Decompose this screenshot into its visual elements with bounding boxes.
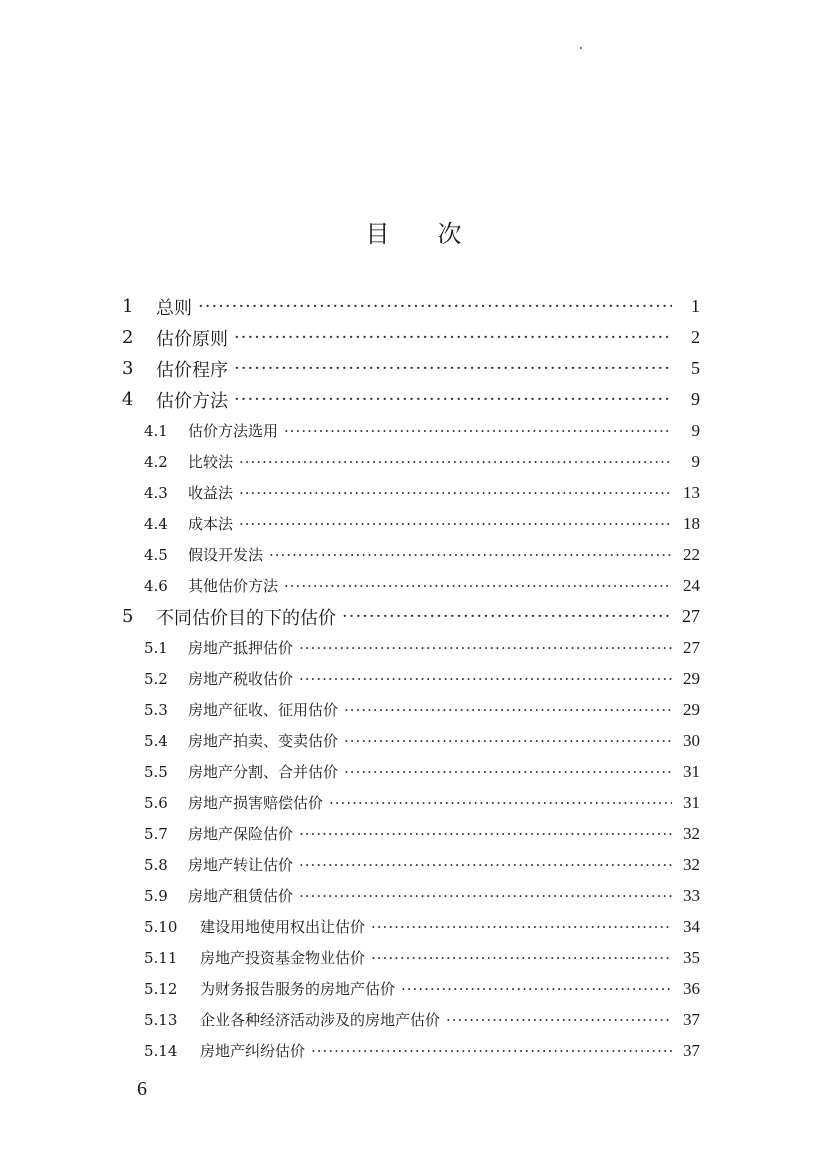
toc-entry-label: 成本法	[188, 515, 234, 533]
toc-entry-label: 企业各种经济活动涉及的房地产估价	[200, 1011, 441, 1029]
toc-entry-page: 13	[683, 482, 700, 502]
toc-entry-page: 22	[683, 544, 700, 564]
toc-entry	[120, 787, 700, 818]
scan-speck	[580, 47, 582, 49]
toc-entry-number: 5.13	[144, 1010, 178, 1029]
toc-entry-label: 为财务报告服务的房地产估价	[200, 980, 396, 998]
dot-leader	[299, 887, 672, 905]
toc-entry	[120, 942, 700, 973]
dot-leader	[329, 794, 672, 812]
toc-entry-label: 建设用地使用权出让估价	[200, 918, 366, 936]
title-char-1: 目	[365, 220, 390, 248]
page-number: 6	[137, 1078, 147, 1100]
toc-entry	[120, 322, 700, 353]
toc-entry-page: 35	[683, 947, 700, 967]
toc-entry	[120, 477, 700, 508]
toc-entry-page: 29	[683, 668, 700, 688]
dot-leader	[344, 732, 672, 750]
toc-entry-page: 18	[683, 513, 700, 533]
toc-entry-label: 房地产税收估价	[188, 670, 294, 688]
toc-entry	[120, 632, 700, 663]
toc-entry-label: 房地产征收、征用估价	[188, 701, 339, 719]
toc-entry	[120, 384, 700, 415]
toc-entry-label: 估价程序	[156, 359, 228, 381]
toc-entry-page: 32	[683, 823, 700, 843]
toc-entry-page: 27	[682, 606, 700, 626]
toc-entry-label: 估价原则	[156, 328, 228, 350]
toc-entry	[120, 756, 700, 787]
toc-entry-page: 9	[691, 451, 700, 471]
toc-entry-label: 不同估价目的下的估价	[156, 607, 336, 629]
dot-leader	[284, 422, 672, 440]
toc-entry-page: 29	[683, 699, 700, 719]
toc-entry-number: 5.7	[144, 824, 168, 843]
toc-entry	[120, 601, 700, 632]
dot-leader	[401, 980, 672, 998]
toc-entry	[120, 1035, 700, 1066]
dot-leader	[284, 577, 672, 595]
toc-entry-page: 37	[683, 1009, 700, 1029]
toc-entry-page: 1	[691, 296, 700, 316]
toc-entry-label: 估价方法	[156, 390, 228, 412]
toc-entry	[120, 663, 700, 694]
toc-entry-label: 总则	[156, 297, 192, 319]
toc-entry-label: 房地产转让估价	[188, 856, 294, 874]
toc-entry-number: 5	[122, 606, 134, 627]
dot-leader	[299, 825, 672, 843]
toc-entry-number: 1	[122, 296, 134, 317]
toc-entry-page: 32	[683, 854, 700, 874]
toc-entry-page: 30	[683, 730, 700, 750]
page-title	[0, 214, 827, 249]
toc-entry-number: 5.14	[144, 1041, 178, 1060]
toc-entry-number: 5.6	[144, 793, 168, 812]
toc-entry	[120, 818, 700, 849]
dot-leader	[234, 327, 672, 348]
dot-leader	[342, 606, 672, 627]
dot-leader	[371, 918, 672, 936]
toc-entry-label: 收益法	[188, 484, 234, 502]
toc-entry-page: 34	[683, 916, 700, 936]
toc-entry-page: 27	[683, 637, 700, 657]
toc-entry-label: 房地产保险估价	[188, 825, 294, 843]
dot-leader	[344, 763, 672, 781]
toc-entry-page: 33	[683, 885, 700, 905]
toc-entry-label: 房地产拍卖、变卖估价	[188, 732, 339, 750]
dot-leader	[299, 639, 672, 657]
toc-entry-label: 房地产租赁估价	[188, 887, 294, 905]
toc-entry-number: 4.5	[144, 545, 168, 564]
dot-leader	[239, 453, 672, 471]
dot-leader	[371, 949, 672, 967]
toc-entry-number: 2	[122, 327, 134, 348]
dot-leader	[239, 484, 672, 502]
toc-entry	[120, 725, 700, 756]
toc-entry-number: 4.3	[144, 483, 168, 502]
toc-entry-label: 房地产分割、合并估价	[188, 763, 339, 781]
toc-entry-page: 24	[683, 575, 700, 595]
dot-leader	[299, 670, 672, 688]
toc-entry	[120, 446, 700, 477]
toc-entry-page: 9	[691, 420, 700, 440]
toc-entry-number: 5.5	[144, 762, 168, 781]
dot-leader	[234, 389, 672, 410]
toc-entry-label: 其他估价方法	[188, 577, 279, 595]
toc-entry-label: 房地产纠纷估价	[200, 1042, 306, 1060]
dot-leader	[311, 1042, 672, 1060]
toc-entry-page: 9	[691, 389, 700, 409]
toc-entry-page: 5	[691, 358, 700, 378]
title-char-2: 次	[437, 220, 462, 248]
toc-entry-page: 2	[691, 327, 700, 347]
toc-entry-page: 36	[683, 978, 700, 998]
toc-entry-label: 房地产投资基金物业估价	[200, 949, 366, 967]
toc-entry-page: 37	[683, 1040, 700, 1060]
toc-entry-number: 3	[122, 358, 134, 379]
dot-leader	[299, 856, 672, 874]
dot-leader	[269, 546, 672, 564]
toc-entry-label: 房地产损害赔偿估价	[188, 794, 324, 812]
toc-entry-page: 31	[683, 761, 700, 781]
dot-leader	[198, 296, 672, 317]
dot-leader	[239, 515, 672, 533]
toc-entry	[120, 911, 700, 942]
toc-entry-page: 31	[683, 792, 700, 812]
dot-leader	[344, 701, 672, 719]
table-of-contents	[120, 291, 700, 1066]
toc-entry-number: 4.4	[144, 514, 168, 533]
toc-entry-label: 假设开发法	[188, 546, 264, 564]
toc-entry	[120, 570, 700, 601]
toc-entry-number: 5.1	[144, 638, 168, 657]
toc-entry-number: 5.12	[144, 979, 178, 998]
toc-entry-number: 4.6	[144, 576, 168, 595]
toc-entry	[120, 694, 700, 725]
toc-entry	[120, 415, 700, 446]
toc-entry	[120, 508, 700, 539]
toc-entry	[120, 353, 700, 384]
toc-entry-label: 比较法	[188, 453, 234, 471]
toc-entry-number: 4.1	[144, 421, 168, 440]
toc-entry	[120, 291, 700, 322]
toc-entry-number: 5.4	[144, 731, 168, 750]
toc-entry	[120, 973, 700, 1004]
toc-entry-number: 5.9	[144, 886, 168, 905]
dot-leader	[234, 358, 672, 379]
toc-entry	[120, 880, 700, 911]
toc-entry	[120, 1004, 700, 1035]
toc-entry	[120, 539, 700, 570]
toc-entry-number: 4.2	[144, 452, 168, 471]
toc-entry	[120, 849, 700, 880]
toc-entry-label: 房地产抵押估价	[188, 639, 294, 657]
toc-entry-number: 5.8	[144, 855, 168, 874]
toc-entry-label: 估价方法选用	[188, 422, 279, 440]
toc-entry-number: 4	[122, 389, 134, 410]
toc-entry-number: 5.2	[144, 669, 168, 688]
toc-entry-number: 5.10	[144, 917, 178, 936]
toc-entry-number: 5.11	[144, 948, 178, 967]
toc-entry-number: 5.3	[144, 700, 168, 719]
dot-leader	[446, 1011, 672, 1029]
